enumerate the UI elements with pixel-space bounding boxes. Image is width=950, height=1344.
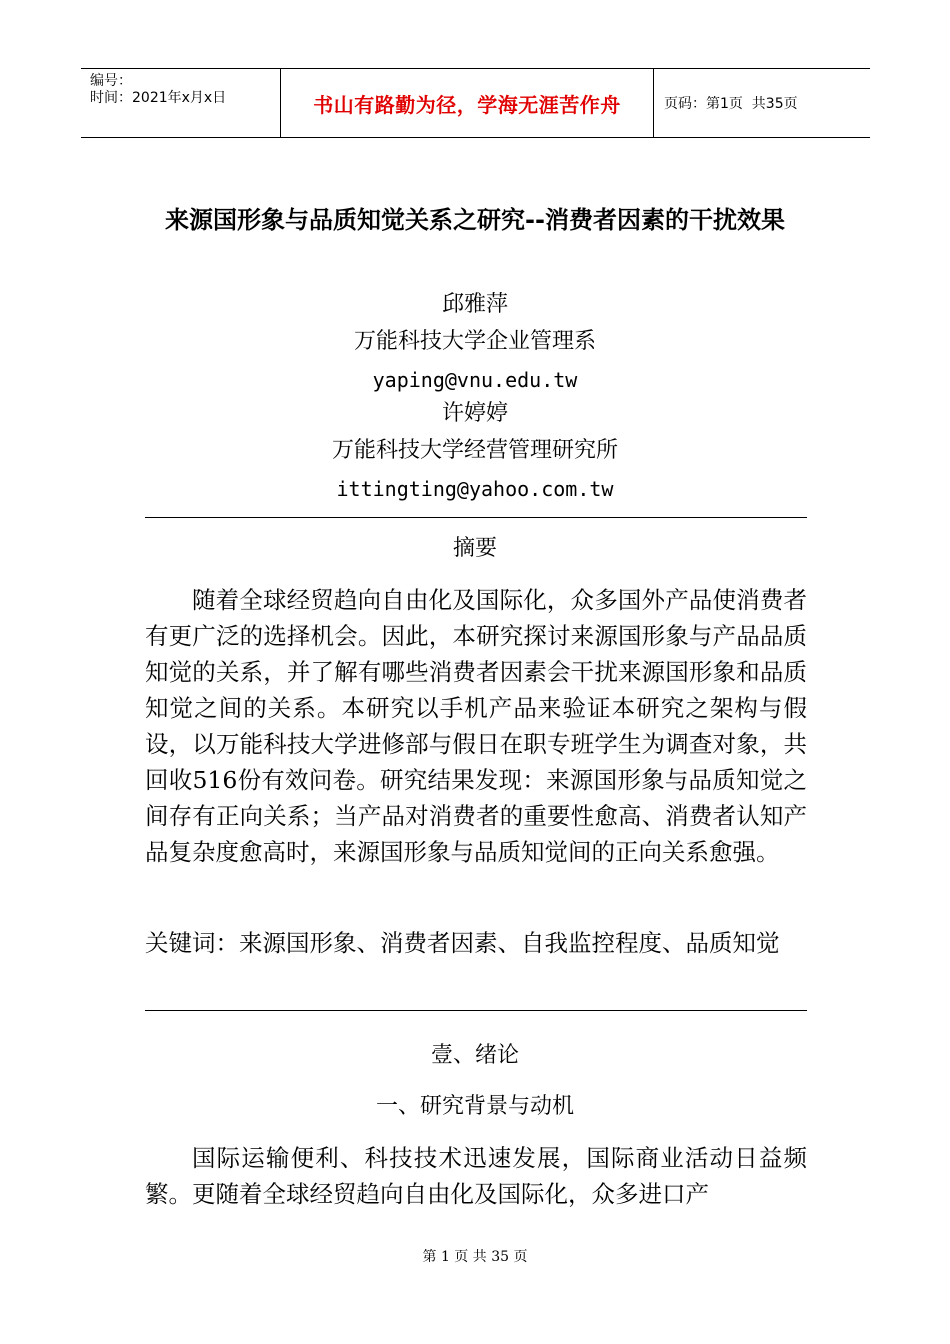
divider — [145, 1010, 807, 1011]
document-time-label: 时间：2021年x月x日 — [90, 90, 227, 106]
author-affiliation: 万能科技大学企业管理系 — [353, 329, 596, 354]
author-name: 邱雅萍 — [441, 292, 508, 317]
header-meta — [81, 69, 281, 137]
page-footer: 第 1 页 共 35 页 — [422, 1249, 528, 1265]
header-page-info — [654, 69, 870, 137]
divider — [145, 517, 807, 518]
author-email: ittingting@yahoo.com.tw — [336, 477, 614, 501]
motto-text: 书山有路勤为径，学海无涯苦作舟 — [313, 92, 621, 117]
keywords: 关键词：来源国形象、消费者因素、自我监控程度、品质知觉 — [145, 929, 780, 957]
article-title: 来源国形象与品质知觉关系之研究--消费者因素的干扰效果 — [165, 206, 785, 234]
abstract-heading: 摘要 — [452, 536, 497, 561]
author-email: yaping@vnu.edu.tw — [372, 368, 578, 392]
author-affiliation: 万能科技大学经营管理研究所 — [331, 438, 618, 463]
subsection-heading: 一、研究背景与动机 — [375, 1094, 574, 1119]
intro-paragraph: 国际运输便利、科技技术迅速发展，国际商业活动日益频繁。更随着全球经贸趋向自由化及国际化，众多进口产 — [145, 1144, 807, 1208]
page-header — [81, 68, 870, 138]
author-name: 许婷婷 — [441, 401, 508, 426]
document-number-label: 编号： — [90, 73, 132, 89]
section-heading: 壹、绪论 — [430, 1043, 519, 1068]
page-info-text: 页码：第1页 共35页 — [664, 96, 798, 112]
header-motto — [281, 69, 654, 137]
abstract-paragraph: 随着全球经贸趋向自由化及国际化，众多国外产品使消费者有更广泛的选择机会。因此，本研究探讨来源国形象与产品品质知觉的关系，并了解有哪些消费者因素会干扰来源国形象和品质知觉之间的关系。本研究以手机产品来验证本研究之架构与假设，以万能科技大学进修部与假日在职专班学生为调查对象，共回收516份有效问卷。研究结果发现：来源国形象与品质知觉之间存有正向关系；当产品对消费者的重要性愈高、消费者认知产品复杂度愈高时，来源国形象与品质知觉间的正向关系愈强。 — [145, 586, 807, 866]
